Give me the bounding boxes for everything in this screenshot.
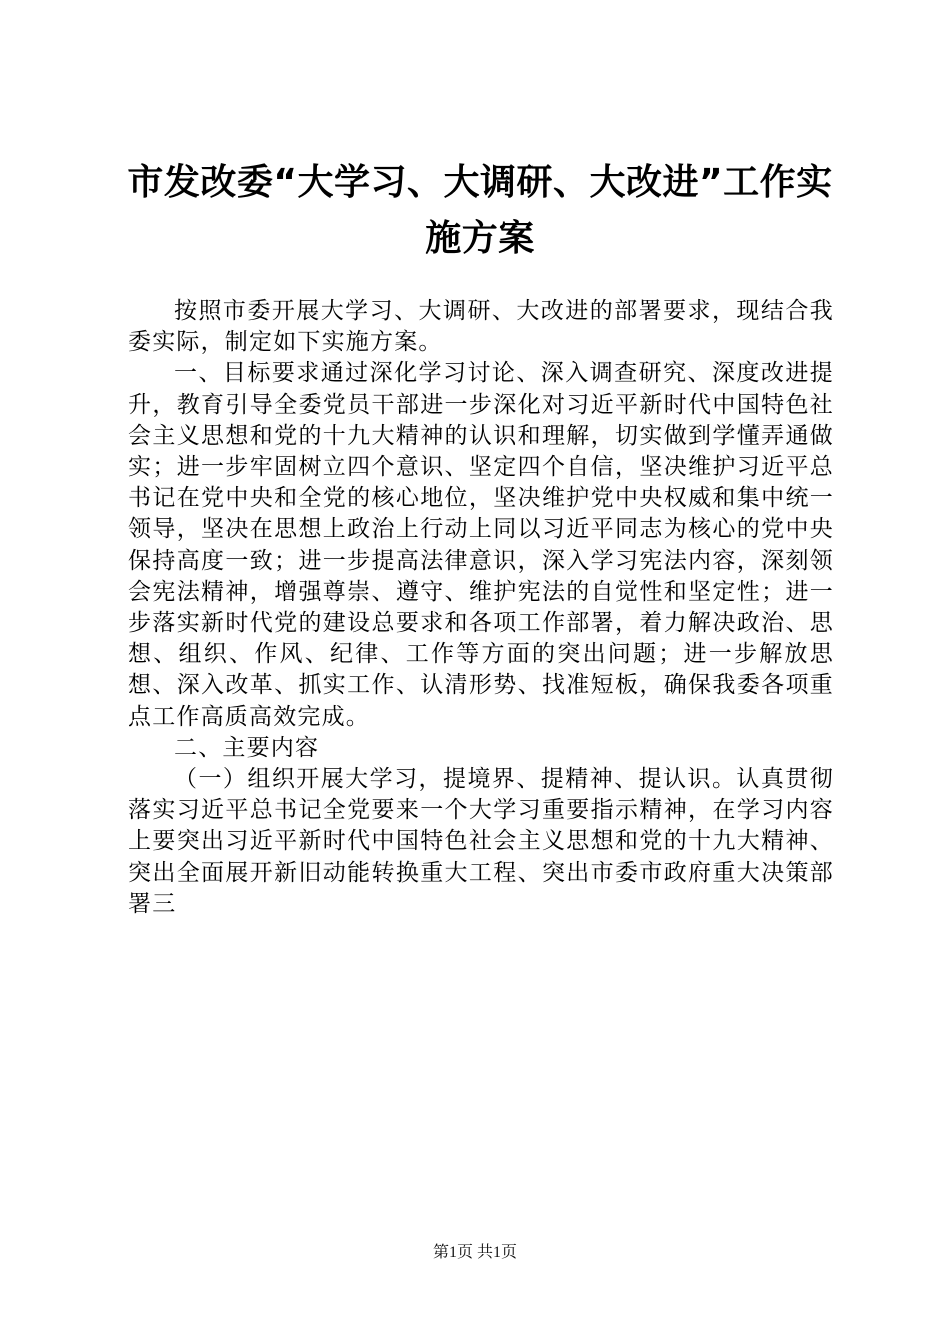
title-line-1: 市发改委“大学习、大调研、大改进”工作实: [127, 162, 833, 203]
paragraph-goals: 一、目标要求通过深化学习讨论、深入调查研究、深度改进提升，教育引导全委党员干部进一步深化对习近平新时代中国特色社会主义思想和党的十九大精神的认识和理解，切实做到学懂弄通做实；进一步牢固树立四个意识、坚定四个自信，坚决维护习近平总书记在党中央和全党的核心地位，坚决维护党中央权威和集中统一领导，坚决在思想上政治上行动上同以习近平同志为核心的党中央保持高度一致；进一步提高法律意识，深入学习宪法内容，深刻领会宪法精神，增强尊崇、遵守、维护宪法的自觉性和坚定性；进一步落实新时代党的建设总要求和各项工作部署，着力解决政治、思想、组织、作风、纪律、工作等方面的突出问题；进一步解放思想、深入改革、抓实工作、认清形势、找准短板，确保我委各项重点工作高质高效完成。: [128, 360, 834, 730]
document-title: [110, 155, 850, 267]
document-body: [128, 296, 834, 920]
paragraph-study: （一）组织开展大学习，提境界、提精神、提认识。认真贯彻落实习近平总书记全党要来一个大学习重要指示精神，在学习内容上要突出习近平新时代中国特色社会主义思想和党的十九大精神、突出全面展开新旧动能转换重大工程、突出市委市政府重大决策部署三: [128, 766, 834, 917]
title-line-2: 施方案: [425, 218, 535, 259]
page-footer: 第1页 共1页: [432, 1244, 517, 1261]
paragraph-intro: 按照市委开展大学习、大调研、大改进的部署要求，现结合我委实际，制定如下实施方案。: [128, 298, 834, 356]
section-heading-main-content: 二、主要内容: [174, 734, 320, 761]
